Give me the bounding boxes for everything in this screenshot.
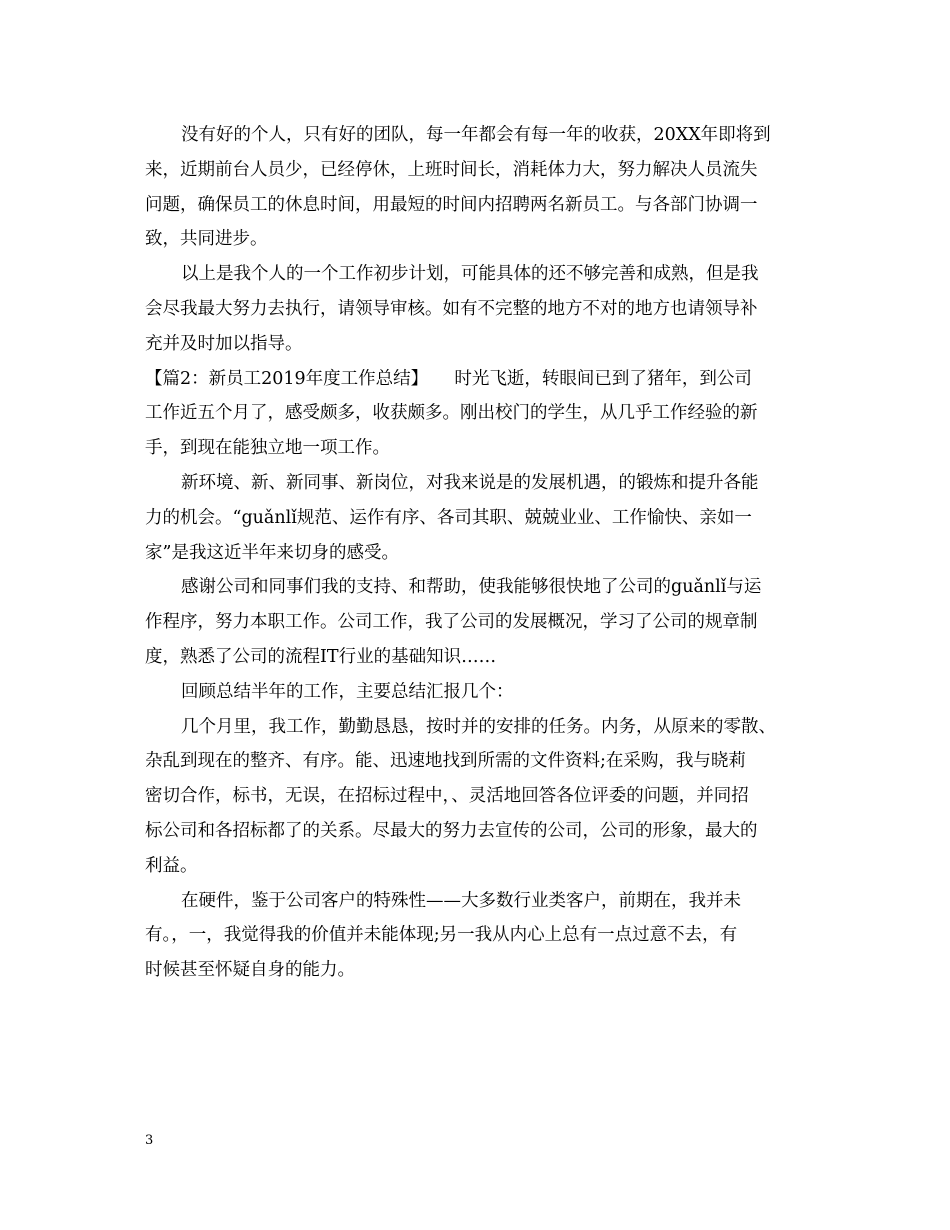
text-line: 密切合作，标书，无误，在招标过程中，、灵活地回答各位评委的问题，并同招 xyxy=(145,786,749,807)
text-line: 没有好的个人，只有好的团队，每一年都会有每一年的收获，20XX年即将到 xyxy=(181,125,771,145)
text-line: 时候甚至怀疑自身的能力。 xyxy=(145,960,355,981)
text-line: 作程序，努力本职工作。公司工作，我了公司的发展概况，学习了公司的规章制 xyxy=(145,612,758,633)
text-line: 充并及时加以指导。 xyxy=(145,333,303,354)
text-line: 力的机会。“guǎnlǐ规范、运作有序、各司其职、兢兢业业、工作愉快、亲如一 xyxy=(145,507,752,528)
text-line: 杂乱到现在的整齐、有序。能、迅速地找到所需的文件资料;在采购，我与晓莉 xyxy=(145,751,746,772)
text-line: 感谢公司和同事们我的支持、和帮助，使我能够很快地了公司的guǎnlǐ与运 xyxy=(181,577,762,598)
text-line: 问题，确保员工的休息时间，用最短的时间内招聘两名新员工。与各部门协调一 xyxy=(145,194,758,215)
text-line: 以上是我个人的一个工作初步计划，可能具体的还不够完善和成熟，但是我 xyxy=(181,264,759,285)
text-line: 度，熟悉了公司的流程IT行业的基础知识…… xyxy=(145,646,497,667)
text-line: 工作近五个月了，感受颇多，收获颇多。刚出校门的学生，从几乎工作经验的新 xyxy=(145,403,758,424)
text-line: 回顾总结半年的工作，主要总结汇报几个： xyxy=(181,681,514,702)
text-line: 在硬件，鉴于公司客户的特殊性——大多数行业类客户，前期在，我并未 xyxy=(181,890,741,911)
text-line: 来，近期前台人员少，已经停休，上班时间长，消耗体力大，努力解决人员流失 xyxy=(145,159,758,180)
text-line: 有。，一，我觉得我的价值并未能体现;另一我从内心上总有一点过意不去，有 xyxy=(145,925,738,946)
document-body xyxy=(145,118,805,988)
section-heading-line: 【篇2：新员工2019年度工作总结】 时光飞逝，转眼间已到了猪年，到公司 xyxy=(145,368,752,389)
text-line: 手，到现在能独立地一项工作。 xyxy=(145,438,390,459)
text-line: 标公司和各招标都了的关系。尽最大的努力去宣传的公司，公司的形象，最大的 xyxy=(145,820,758,841)
text-line: 利益。 xyxy=(145,855,198,876)
text-line: 新环境、新、新同事、新岗位，对我来说是的发展机遇，的锻炼和提升各能 xyxy=(181,472,759,493)
text-line: 家”是我这近半年来切身的感受。 xyxy=(145,542,399,563)
text-line: 致，共同进步。 xyxy=(145,229,268,250)
text-line: 几个月里，我工作，勤勤恳恳，按时并的安排的任务。内务，从原来的零散、 xyxy=(181,716,776,737)
text-line: 会尽我最大努力去执行，请领导审核。如有不完整的地方不对的地方也请领导补 xyxy=(145,298,758,319)
page-number: 3 xyxy=(145,1133,154,1148)
